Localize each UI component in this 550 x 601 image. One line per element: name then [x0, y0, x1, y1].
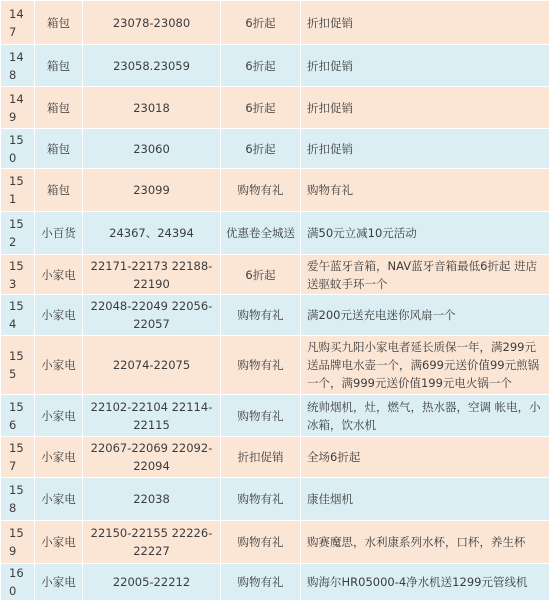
row-promo-desc: 全场6折起 — [301, 437, 550, 478]
row-counter-code: 23058.23059 — [83, 45, 221, 87]
row-promo-type: 6折起 — [221, 129, 301, 169]
row-promo-desc: 购物有礼 — [301, 169, 550, 212]
table-row — [1, 395, 550, 437]
table-row — [1, 45, 550, 87]
row-promo-desc: 购海尔HR05000-4净水机送1299元管线机 — [301, 564, 550, 601]
row-category: 小家电 — [35, 255, 83, 295]
row-promo-desc: 凡购买九阳小家电者延长质保一年，满299元送品牌电水壶一个，满699元送价值99元煎锅一个，满999元送价值199元电火锅一个 — [301, 336, 550, 395]
row-counter-code: 24367、24394 — [83, 212, 221, 255]
row-category: 小家电 — [35, 336, 83, 395]
row-number: 155 — [1, 336, 35, 395]
row-category: 小百货 — [35, 212, 83, 255]
row-number: 159 — [1, 521, 35, 564]
row-counter-code: 22171-22173 22188-22190 — [83, 255, 221, 295]
row-promo-type: 购物有礼 — [221, 336, 301, 395]
row-category: 箱包 — [35, 45, 83, 87]
row-counter-code: 22067-22069 22092-22094 — [83, 437, 221, 478]
row-promo-desc: 折扣促销 — [301, 129, 550, 169]
row-counter-code: 23099 — [83, 169, 221, 212]
row-counter-code: 22038 — [83, 478, 221, 521]
row-counter-code: 22150-22155 22226-22227 — [83, 521, 221, 564]
row-number: 149 — [1, 87, 35, 129]
row-promo-desc: 康佳烟机 — [301, 478, 550, 521]
row-promo-desc: 折扣促销 — [301, 87, 550, 129]
table-row — [1, 255, 550, 295]
row-promo-type: 折扣促销 — [221, 437, 301, 478]
row-number: 154 — [1, 295, 35, 336]
row-promo-desc: 折扣促销 — [301, 45, 550, 87]
row-promo-type: 6折起 — [221, 1, 301, 45]
table-row — [1, 478, 550, 521]
row-number: 148 — [1, 45, 35, 87]
table-row — [1, 295, 550, 336]
row-number: 157 — [1, 437, 35, 478]
row-promo-type: 购物有礼 — [221, 564, 301, 601]
row-category: 小家电 — [35, 564, 83, 601]
row-number: 153 — [1, 255, 35, 295]
row-number: 147 — [1, 1, 35, 45]
row-category: 箱包 — [35, 129, 83, 169]
table-row — [1, 169, 550, 212]
row-category: 小家电 — [35, 295, 83, 336]
row-promo-type: 6折起 — [221, 255, 301, 295]
row-promo-desc: 满200元送充电迷你风扇一个 — [301, 295, 550, 336]
row-promo-type: 6折起 — [221, 87, 301, 129]
row-number: 158 — [1, 478, 35, 521]
table-row — [1, 212, 550, 255]
table-row — [1, 87, 550, 129]
row-category: 箱包 — [35, 87, 83, 129]
row-counter-code: 22102-22104 22114-22115 — [83, 395, 221, 437]
row-promo-type: 6折起 — [221, 45, 301, 87]
promotion-table-body — [1, 1, 550, 601]
row-category: 箱包 — [35, 1, 83, 45]
row-promo-type: 购物有礼 — [221, 521, 301, 564]
table-row — [1, 437, 550, 478]
table-row — [1, 564, 550, 601]
row-promo-desc: 购赛魔思，水利康系列水杯，口杯，养生杯 — [301, 521, 550, 564]
row-category: 箱包 — [35, 169, 83, 212]
row-promo-type: 购物有礼 — [221, 295, 301, 336]
row-category: 小家电 — [35, 521, 83, 564]
row-counter-code: 22005-22212 — [83, 564, 221, 601]
row-promo-type: 购物有礼 — [221, 478, 301, 521]
row-promo-desc: 折扣促销 — [301, 1, 550, 45]
row-promo-type: 购物有礼 — [221, 169, 301, 212]
row-promo-type: 优惠卷全城送 — [221, 212, 301, 255]
row-number: 150 — [1, 129, 35, 169]
row-counter-code: 23060 — [83, 129, 221, 169]
row-category: 小家电 — [35, 395, 83, 437]
row-number: 156 — [1, 395, 35, 437]
table-row — [1, 336, 550, 395]
table-row — [1, 1, 550, 45]
row-number: 160 — [1, 564, 35, 601]
row-number: 152 — [1, 212, 35, 255]
row-number: 151 — [1, 169, 35, 212]
row-counter-code: 23078-23080 — [83, 1, 221, 45]
row-counter-code: 23018 — [83, 87, 221, 129]
table-row — [1, 521, 550, 564]
row-counter-code: 22074-22075 — [83, 336, 221, 395]
row-category: 小家电 — [35, 437, 83, 478]
row-category: 小家电 — [35, 478, 83, 521]
row-promo-desc: 爱午蓝牙音箱，NAV蓝牙音箱最低6折起 进店送驱蚊手环一个 — [301, 255, 550, 295]
table-row — [1, 129, 550, 169]
row-promo-desc: 统帅烟机，灶，燃气，热水器，空调 帐电，小冰箱，饮水机 — [301, 395, 550, 437]
row-promo-desc: 满50元立减10元活动 — [301, 212, 550, 255]
row-counter-code: 22048-22049 22056-22057 — [83, 295, 221, 336]
row-promo-type: 购物有礼 — [221, 395, 301, 437]
